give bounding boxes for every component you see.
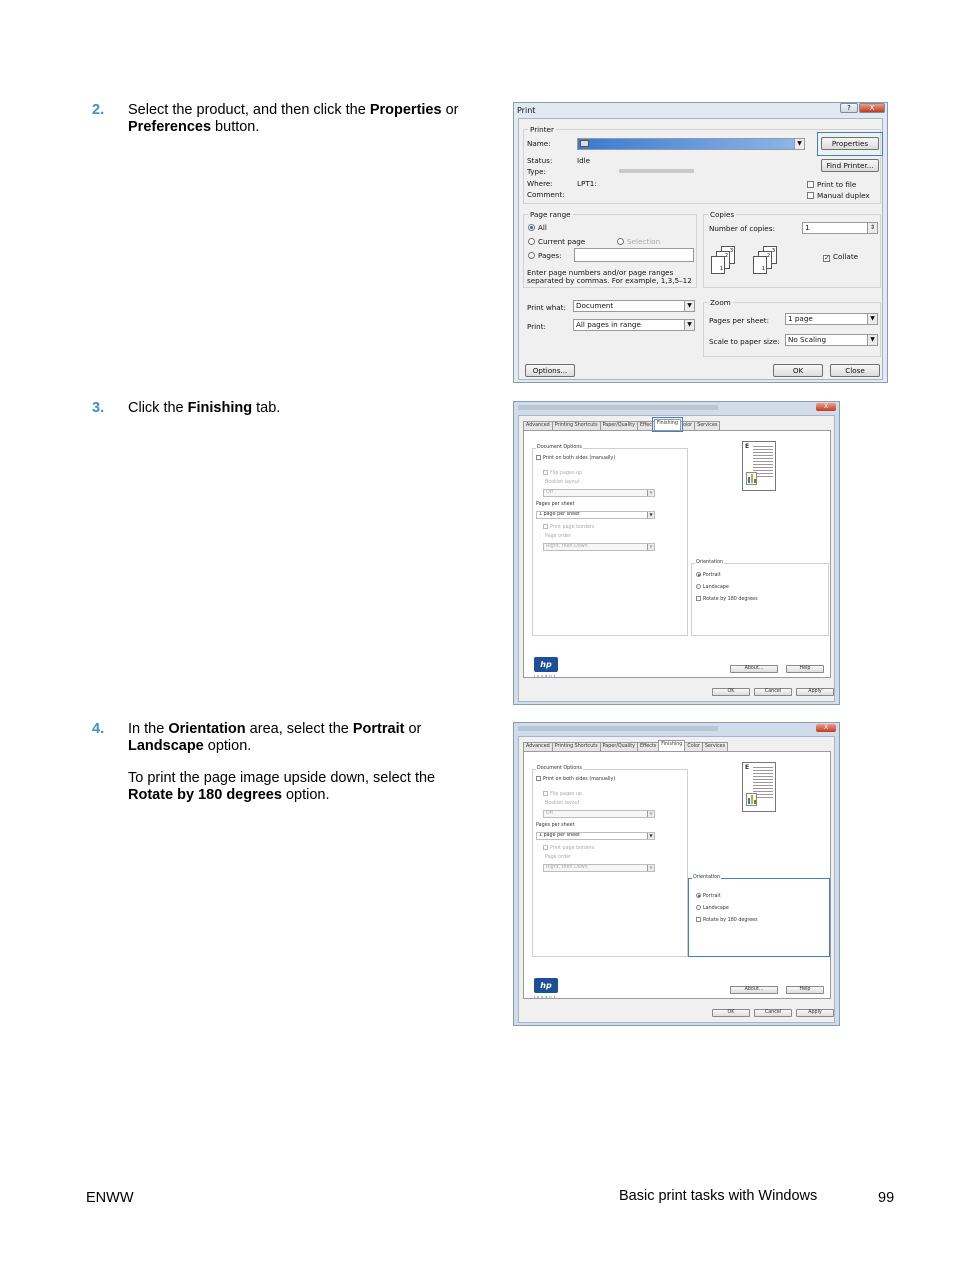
cancel-button[interactable]: Cancel xyxy=(754,688,792,696)
print-page-borders-checkbox[interactable]: Print page borders xyxy=(543,524,594,530)
page-preview xyxy=(742,762,776,812)
status-label: Status: xyxy=(527,156,553,165)
chevron-down-icon: ▼ xyxy=(647,833,654,839)
print-dialog-screenshot xyxy=(513,102,888,383)
status-value: Idle xyxy=(577,156,591,165)
tab-finishing[interactable]: Finishing xyxy=(658,740,685,751)
pages-per-sheet-label: Pages per sheet: xyxy=(709,316,770,325)
title-bar-redacted xyxy=(518,726,718,731)
where-label: Where: xyxy=(527,179,553,188)
footer-left: ENWW xyxy=(86,1190,134,1206)
collate-page-icon: 2 xyxy=(758,251,772,269)
number-of-copies-input[interactable]: 1 ⇕ xyxy=(802,222,878,234)
chart-icon xyxy=(746,472,757,485)
options-button[interactable]: Options... xyxy=(525,364,575,377)
booklet-layout-select[interactable]: Off ▼ xyxy=(543,489,655,497)
pages-per-sheet-label: Pages per sheet xyxy=(536,502,575,507)
collate-page-icon: 3 xyxy=(763,246,777,264)
zoom-group: Zoom xyxy=(703,302,881,357)
apply-button[interactable]: Apply xyxy=(796,688,834,696)
ok-button[interactable]: OK xyxy=(773,364,823,377)
page-number: 99 xyxy=(878,1190,895,1206)
flip-pages-up-checkbox[interactable]: Flip pages up xyxy=(543,470,582,476)
step-4 xyxy=(92,721,472,804)
printer-group: Printer xyxy=(523,129,881,204)
type-label: Type: xyxy=(527,167,546,176)
ok-button[interactable]: OK xyxy=(712,1009,750,1017)
title-bar-redacted xyxy=(518,405,718,410)
printer-icon xyxy=(580,140,589,147)
booklet-layout-label: Booklet layout xyxy=(545,480,580,485)
print-both-sides-checkbox[interactable]: Print on both sides (manually) xyxy=(536,455,615,461)
step-text: In the Orientation area, select the Portrait or Landscape option. xyxy=(128,721,422,754)
help-button[interactable]: Help xyxy=(786,665,824,673)
tab-services[interactable]: Services xyxy=(694,421,720,430)
tab-printing-shortcuts[interactable]: Printing Shortcuts xyxy=(552,742,601,751)
chevron-down-icon: ▼ xyxy=(794,139,804,149)
help-button[interactable]: ? xyxy=(840,103,858,113)
tab-paper-quality[interactable]: Paper/Quality xyxy=(600,742,638,751)
print-both-sides-checkbox[interactable]: Print on both sides (manually) xyxy=(536,776,615,782)
scale-select[interactable]: No Scaling ▼ xyxy=(785,334,878,346)
chevron-down-icon: ▼ xyxy=(684,301,694,311)
tab-printing-shortcuts[interactable]: Printing Shortcuts xyxy=(552,421,601,430)
hp-invent: invent xyxy=(534,674,558,678)
chevron-down-icon: ▼ xyxy=(647,544,654,550)
chevron-down-icon: ▼ xyxy=(647,490,654,496)
step-text: Click the Finishing tab. xyxy=(128,400,281,416)
pages-radio[interactable]: Pages: xyxy=(528,251,562,260)
chevron-down-icon: ▼ xyxy=(684,320,694,330)
collate-page-icon: 1 xyxy=(753,256,767,274)
rotate-180-checkbox[interactable]: Rotate by 180 degrees xyxy=(696,596,758,602)
page-range-hint: Enter page numbers and/or page ranges xyxy=(527,268,674,277)
page-range-group: Page range xyxy=(523,214,697,288)
tab-color[interactable]: olor xyxy=(680,421,695,430)
hp-logo: hp xyxy=(534,978,558,993)
tab-advanced[interactable]: Advanced xyxy=(523,742,553,751)
print-what-select[interactable]: Document ▼ xyxy=(573,300,695,312)
booklet-layout-label: Booklet layout xyxy=(545,801,580,806)
pages-per-sheet-select[interactable]: 1 page per sheet ▼ xyxy=(536,832,655,840)
cancel-button[interactable]: Cancel xyxy=(754,1009,792,1017)
collate-page-icon: 3 xyxy=(721,246,735,264)
chart-icon xyxy=(746,793,757,806)
close-icon[interactable]: X xyxy=(859,103,885,113)
step-3 xyxy=(92,400,472,417)
finishing-panel xyxy=(523,751,831,999)
chevron-down-icon: ▼ xyxy=(647,865,654,871)
preview-lines xyxy=(753,767,773,768)
step-number: 3. xyxy=(92,400,105,416)
about-button[interactable]: About... xyxy=(730,665,778,673)
preview-lines xyxy=(753,446,773,447)
finishing-panel xyxy=(523,430,831,678)
flip-pages-up-checkbox[interactable]: Flip pages up xyxy=(543,791,582,797)
chevron-down-icon: ▼ xyxy=(647,811,654,817)
tab-services[interactable]: Services xyxy=(702,742,728,751)
printer-name-select[interactable] xyxy=(577,138,805,150)
preview-letter: E xyxy=(745,764,750,771)
chevron-down-icon: ▼ xyxy=(647,512,654,518)
print-page-borders-checkbox[interactable]: Print page borders xyxy=(543,845,594,851)
properties-dialog-orientation xyxy=(513,722,840,1026)
find-printer-button[interactable]: Find Printer... xyxy=(821,159,879,172)
hp-logo: hp xyxy=(534,657,558,672)
page-order-select[interactable]: Right, then Down ▼ xyxy=(543,543,655,551)
type-value-redacted xyxy=(619,169,694,173)
selection-radio[interactable]: Selection xyxy=(617,237,660,246)
all-radio[interactable]: All xyxy=(528,223,547,232)
properties-button[interactable]: Properties xyxy=(821,137,879,150)
booklet-layout-select[interactable]: Off ▼ xyxy=(543,810,655,818)
where-value: LPT1: xyxy=(577,179,597,188)
page-range-hint: separated by commas. For example, 1,3,5–12 xyxy=(527,276,692,285)
tab-color[interactable]: Color xyxy=(684,742,703,751)
tab-paper-quality[interactable]: Paper/Quality xyxy=(600,421,638,430)
page-preview xyxy=(742,441,776,491)
number-of-copies-label: Number of copies: xyxy=(709,224,775,233)
landscape-radio[interactable]: Landscape xyxy=(696,905,729,911)
landscape-radio[interactable]: Landscape xyxy=(696,584,729,590)
step-text: Select the product, and then click the Properties or Preferences button. xyxy=(128,102,459,135)
name-label: Name: xyxy=(527,139,551,148)
close-button[interactable]: Close xyxy=(830,364,880,377)
pages-per-sheet-select[interactable]: 1 page ▼ xyxy=(785,313,878,325)
manual-duplex-checkbox[interactable]: Manual duplex xyxy=(807,191,870,200)
current-page-radio[interactable]: Current page xyxy=(528,237,585,246)
hp-invent: invent xyxy=(534,995,558,999)
print-what-label: Print what: xyxy=(527,303,566,312)
step-note: To print the page image upside down, select the Rotate by 180 degrees option. xyxy=(128,770,436,803)
step-2 xyxy=(92,102,472,136)
pages-per-sheet-select[interactable]: 1 page per sheet ▼ xyxy=(536,511,655,519)
apply-button[interactable]: Apply xyxy=(796,1009,834,1017)
properties-dialog-finishing-tab xyxy=(513,401,840,705)
tab-effects[interactable]: Effects xyxy=(637,742,659,751)
document-options-group: Document Options xyxy=(532,448,688,636)
page-order-label: Page order xyxy=(545,534,571,539)
portrait-radio[interactable]: Portrait xyxy=(696,893,721,899)
pages-input[interactable] xyxy=(574,248,694,262)
chevron-down-icon: ▼ xyxy=(867,335,877,345)
orientation-group: Orientation xyxy=(691,563,829,636)
step-number: 4. xyxy=(92,721,105,737)
spinner-icon: ⇕ xyxy=(867,223,877,233)
about-button[interactable]: About... xyxy=(730,986,778,994)
preview-letter: E xyxy=(745,443,750,450)
tab-advanced[interactable]: Advanced xyxy=(523,421,553,430)
portrait-radio[interactable]: Portrait xyxy=(696,572,721,578)
print-label: Print: xyxy=(527,322,546,331)
ok-button[interactable]: OK xyxy=(712,688,750,696)
collate-checkbox[interactable]: ✓ Collate xyxy=(824,252,859,262)
rotate-180-checkbox[interactable]: Rotate by 180 degrees xyxy=(696,917,758,923)
tab-finishing[interactable]: Finishing xyxy=(654,419,681,430)
document-options-group: Document Options xyxy=(532,769,688,957)
dialog-title: Print xyxy=(517,106,536,115)
collate-page-icon: 2 xyxy=(716,251,730,269)
page-order-select[interactable]: Right, then Down ▼ xyxy=(543,864,655,872)
close-icon[interactable]: X xyxy=(816,403,836,411)
step-number: 2. xyxy=(92,102,105,118)
collate-page-icon: 1 xyxy=(711,256,725,274)
copies-group: Copies xyxy=(703,214,881,288)
properties-highlight xyxy=(817,132,883,156)
footer-section-title: Basic print tasks with Windows xyxy=(619,1188,818,1204)
comment-label: Comment: xyxy=(527,190,565,199)
print-select[interactable]: All pages in range ▼ xyxy=(573,319,695,331)
help-button[interactable]: Help xyxy=(786,986,824,994)
chevron-down-icon: ▼ xyxy=(867,314,877,324)
print-to-file-checkbox[interactable]: Print to file xyxy=(807,180,856,189)
orientation-group-highlighted: Orientation xyxy=(688,878,830,957)
page-order-label: Page order xyxy=(545,855,571,860)
tab-effects[interactable]: Effec xyxy=(637,421,655,430)
scale-label: Scale to paper size: xyxy=(709,337,780,346)
close-icon[interactable]: X xyxy=(816,724,836,732)
pages-per-sheet-label: Pages per sheet xyxy=(536,823,575,828)
